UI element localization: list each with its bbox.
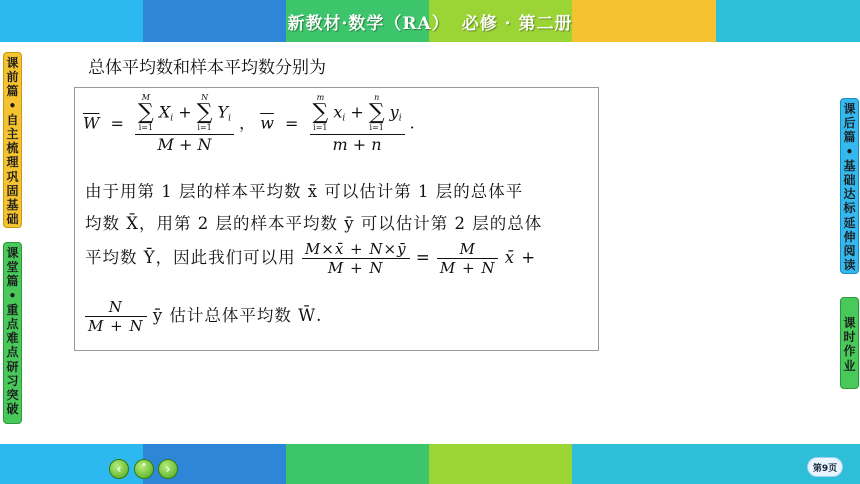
page-number-badge: 第9页 bbox=[807, 457, 843, 477]
side-tab-homework[interactable] bbox=[840, 297, 859, 389]
chevron-left-icon[interactable]: ‹ bbox=[109, 459, 129, 479]
side-tab-label: 课时作业 bbox=[843, 316, 856, 373]
title-volume: 必修 · 第二册 bbox=[461, 13, 573, 34]
side-tab-label: 课堂篇•重点难点研习突破 bbox=[6, 246, 19, 417]
side-tab-label: 课后篇•基础达标延伸阅读 bbox=[843, 102, 856, 273]
fraction-population-mean: M ∑ i=1 $X_i$ + N ∑ i=1 $Y_i$ M + N bbox=[135, 94, 234, 154]
fraction-sample-mean: m ∑ i=1 $x_i$ + n ∑ i=1 $y_i$ m + n bbox=[310, 94, 405, 154]
page-title bbox=[0, 0, 860, 42]
side-tab-post-class[interactable] bbox=[840, 98, 859, 274]
footer-segment bbox=[429, 444, 572, 484]
mean-equation: $\overline{W}$ = M ∑ i=1 $X_i$ + N ∑ i=1 $Y_i$ M + N ， $\overline{w}$ = m ∑ i=1 $x_i$ + n ∑ i=1 $y_i$ m + n . bbox=[83, 93, 415, 154]
chevron-right-icon[interactable]: › bbox=[158, 459, 178, 479]
side-tab-label: 课前篇•自主梳理巩固基础 bbox=[6, 56, 19, 227]
side-tab-in-class[interactable] bbox=[3, 242, 22, 424]
paragraph-line: 由于用第 1 层的样本平均数 x̄ 可以估计第 1 层的总体平 bbox=[85, 182, 524, 201]
formula-box bbox=[74, 87, 599, 351]
paragraph-line: 均数 X̄，用第 2 层的样本平均数 ȳ 可以估计第 2 层的总体 bbox=[85, 214, 543, 233]
paragraph-line: 平均数 Ȳ，因此我们可以用 $\frac{M\times x̄ + N\times ȳ}{M + N}$ = $\frac{M}{M + N}$ x̄ + bbox=[85, 240, 537, 277]
chevron-up-icon[interactable]: ˄ bbox=[134, 459, 154, 479]
side-tab-pre-class[interactable] bbox=[3, 52, 22, 228]
section-heading: 总体平均数和样本平均数分别为 bbox=[88, 58, 326, 78]
eq-W: $\overline{W}$ bbox=[83, 113, 100, 133]
footer-segment bbox=[286, 444, 429, 484]
eq-w: $\overline{w}$ bbox=[260, 113, 274, 133]
title-book: 新教材·数学（RA） bbox=[287, 13, 450, 34]
paragraph-line: $\frac{N}{M + N}$ ȳ 估计总体平均数 W̄. bbox=[85, 298, 322, 335]
footer-bar bbox=[0, 444, 860, 484]
